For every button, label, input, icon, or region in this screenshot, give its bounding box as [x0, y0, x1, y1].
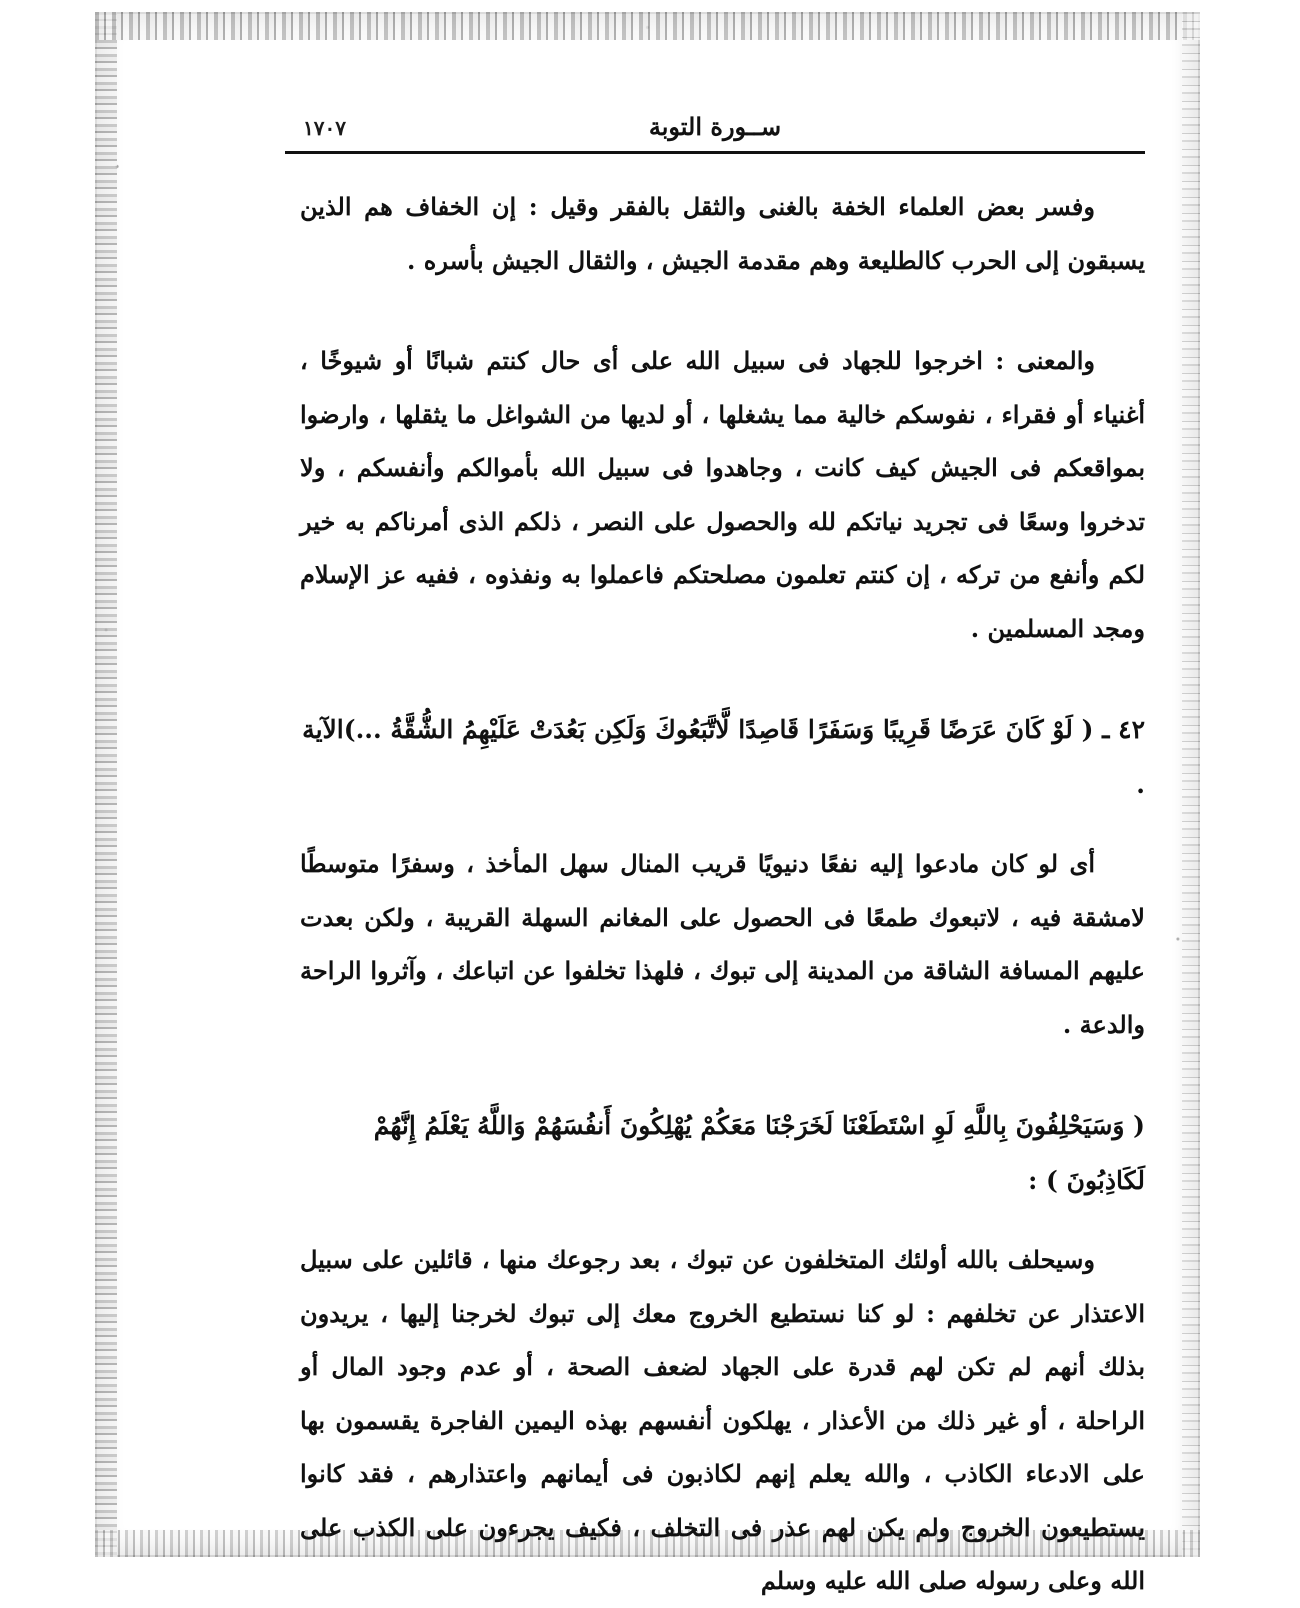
commentary-body — [300, 180, 1145, 1608]
page-header — [285, 112, 1145, 150]
paragraph-explanation: وفسر بعض العلماء الخفة بالغنى والثقل بالفقر وقيل : إن الخفاف هم الذين يسبقون إلى الحرب كالطليعة وهم مقدمة الجيش ، والثقال الجيش بأسره . — [300, 192, 1145, 275]
sura-title: ســورة التوبة — [648, 112, 782, 141]
scan-edge-right — [1182, 12, 1200, 1557]
scan-edge-top — [95, 12, 1200, 40]
verse-42: ٤٢ ـ ( لَوْ كَانَ عَرَضًا قَرِيبًا وَسَفَرًا قَاصِدًا لَّاتَّبَعُوكَ وَلَكِن بَعُدَتْ عَلَيْهِمُ الشُّقَّةُ ...)الآية . — [302, 715, 1145, 799]
header-divider — [285, 151, 1145, 154]
paragraph-verse-42-explanation: أى لو كان مادعوا إليه نفعًا دنيويًا قريب المنال سهل المأخذ ، وسفرًا متوسطًا لامشقة فيه ، لاتبعوك طمعًا فى الحصول على المغانم السهلة القريبة ، ولكن بعدت عليهم المسافة الشاقة من المدينة إلى تبوك ، فلهذا تخلفوا عن اتباعك ، وآثروا الراحة والدعة . — [300, 849, 1145, 1039]
verse-42-continuation: ( وَسَيَحْلِفُونَ بِاللَّهِ لَوِ اسْتَطَعْنَا لَخَرَجْنَا مَعَكُمْ يُهْلِكُونَ أَنفُسَهُمْ وَاللَّهُ يَعْلَمُ إِنَّهُمْ لَكَاذِبُونَ ) : — [373, 1111, 1145, 1195]
paragraph-meaning: والمعنى : اخرجوا للجهاد فى سبيل الله على أى حال كنتم شبانًا أو شيوخًا ، أغنياء أو فقراء ، نفوسكم خالية مما يشغلها ، أو لديها من الشواغل ما يثقلها ، وارضوا بمواقعكم فى الجيش كيف كانت ، وجاهدوا فى سبيل الله بأموالكم وأنفسكم ، ولا تدخروا وسعًا فى تجريد نياتكم لله والحصول على النصر ، ذلكم الذى أمرناكم به خير لكم وأنفع من تركه ، إن كنتم تعلمون مصلحتكم فاعملوا به ونفذوه ، ففيه عز الإسلام ومجد المسلمين . — [300, 346, 1146, 643]
scan-edge-left — [95, 12, 117, 1557]
paragraph-oath-explanation: وسيحلف بالله أولئك المتخلفون عن تبوك ، بعد رجوعك منها ، قائلين على سبيل الاعتذار عن تخلفهم : لو كنا نستطيع الخروج معك إلى تبوك لخرجنا إليها ، يريدون بذلك أنهم لم تكن لهم قدرة على الجهاد لضعف الصحة ، أو عدم وجود المال أو الراحلة ، أو غير ذلك من الأعذار ، يهلكون أنفسهم بهذه اليمين الفاجرة يقسمون بها على الادعاء الكاذب ، والله يعلم إنهم لكاذبون فى أيمانهم واعتذارهم ، فقد كانوا يستطيعون الخروج ولم يكن لهم عذر فى التخلف ، فكيف يجرءون على الكذب على الله وعلى رسوله صلى الله عليه وسلم — [300, 1245, 1146, 1595]
page-number: ١٧٠٧ — [303, 116, 346, 140]
